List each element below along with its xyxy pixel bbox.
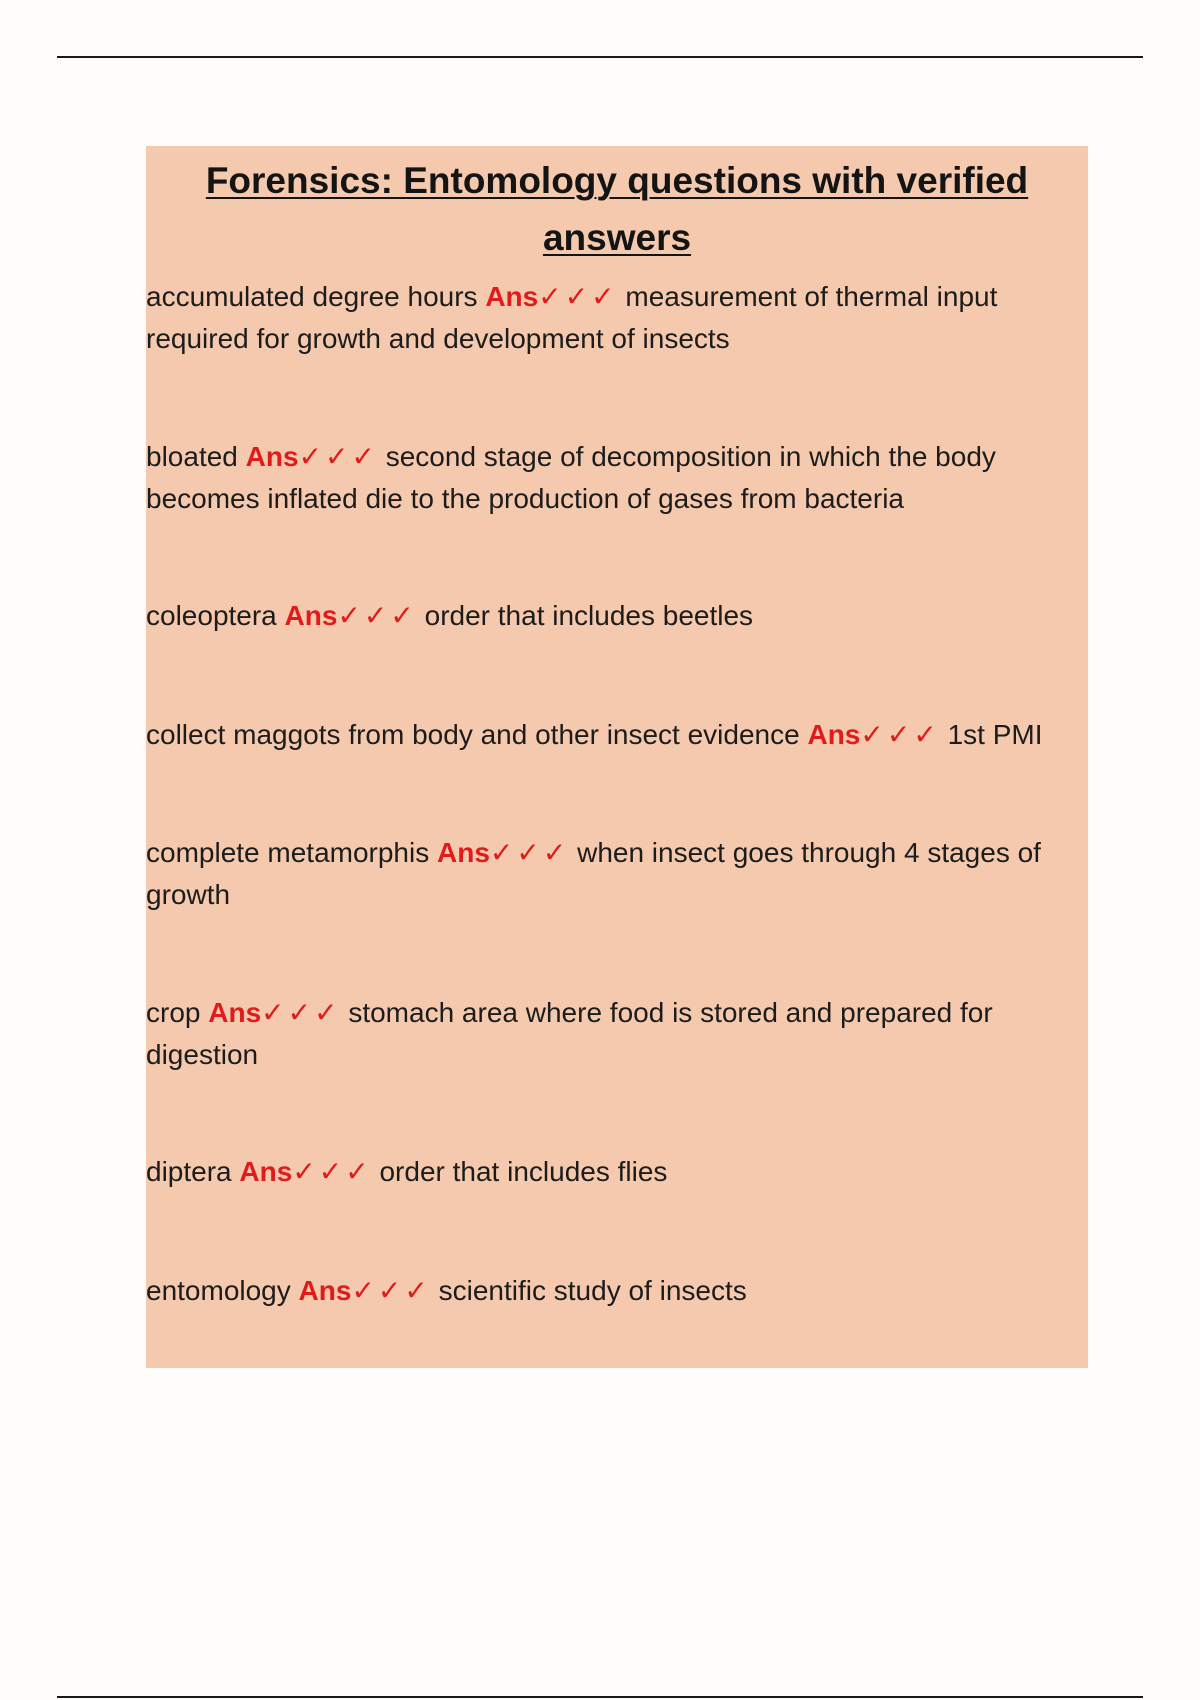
entry-term: bloated (146, 441, 238, 472)
check-marks-icon: ✓✓✓ (337, 600, 417, 631)
entry-definition: order that includes flies (379, 1156, 668, 1187)
answer-marker: Ans (807, 719, 861, 750)
entry-definition: when insect goes through 4 stages of growth (146, 837, 1041, 910)
check-marks-icon: ✓✓✓ (261, 997, 341, 1028)
entry-definition: 1st PMI (947, 719, 1043, 750)
entry-definition: stomach area where food is stored and prepared for digestion (146, 997, 993, 1070)
answer-marker: Ans (485, 281, 539, 312)
entry-term: coleoptera (146, 600, 277, 631)
entry-definition: scientific study of insects (438, 1275, 747, 1306)
entry (146, 992, 1088, 1076)
entry-definition: second stage of decomposition in which the body becomes inflated die to the production of gases from bacteria (146, 441, 996, 514)
answer-marker: Ans (284, 600, 338, 631)
entry-term: collect maggots from body and other insect evidence (146, 719, 800, 750)
entry-term: complete metamorphis (146, 837, 430, 868)
answer-marker: Ans (208, 997, 262, 1028)
entry (146, 1151, 1088, 1193)
check-marks-icon: ✓✓✓ (298, 441, 378, 472)
check-marks-icon: ✓✓✓ (292, 1156, 372, 1187)
document-title: Forensics: Entomology questions with verified answers (205, 160, 1029, 258)
check-marks-icon: ✓✓✓ (860, 719, 940, 750)
entry-definition: measurement of thermal input required for growth and development of insects (146, 281, 998, 354)
header-rule (57, 56, 1143, 58)
entry-term: diptera (146, 1156, 232, 1187)
entry (146, 1270, 1088, 1312)
entry (146, 832, 1088, 916)
entry-definition: order that includes beetles (424, 600, 754, 631)
check-marks-icon: ✓✓✓ (538, 281, 618, 312)
answer-marker: Ans (437, 837, 490, 868)
answer-marker: Ans (239, 1156, 293, 1187)
footer-rule (57, 1696, 1143, 1698)
check-marks-icon: ✓✓✓ (489, 837, 570, 868)
entry-term: crop (146, 997, 201, 1028)
entry (146, 276, 1088, 360)
entry (146, 436, 1088, 520)
answer-marker: Ans (245, 441, 299, 472)
entry (146, 595, 1088, 637)
entry (146, 714, 1096, 756)
check-marks-icon: ✓✓✓ (351, 1275, 431, 1306)
entry-term: accumulated degree hours (146, 281, 478, 312)
qa-panel (146, 146, 1088, 1368)
entry-term: entomology (146, 1275, 291, 1306)
answer-marker: Ans (298, 1275, 352, 1306)
